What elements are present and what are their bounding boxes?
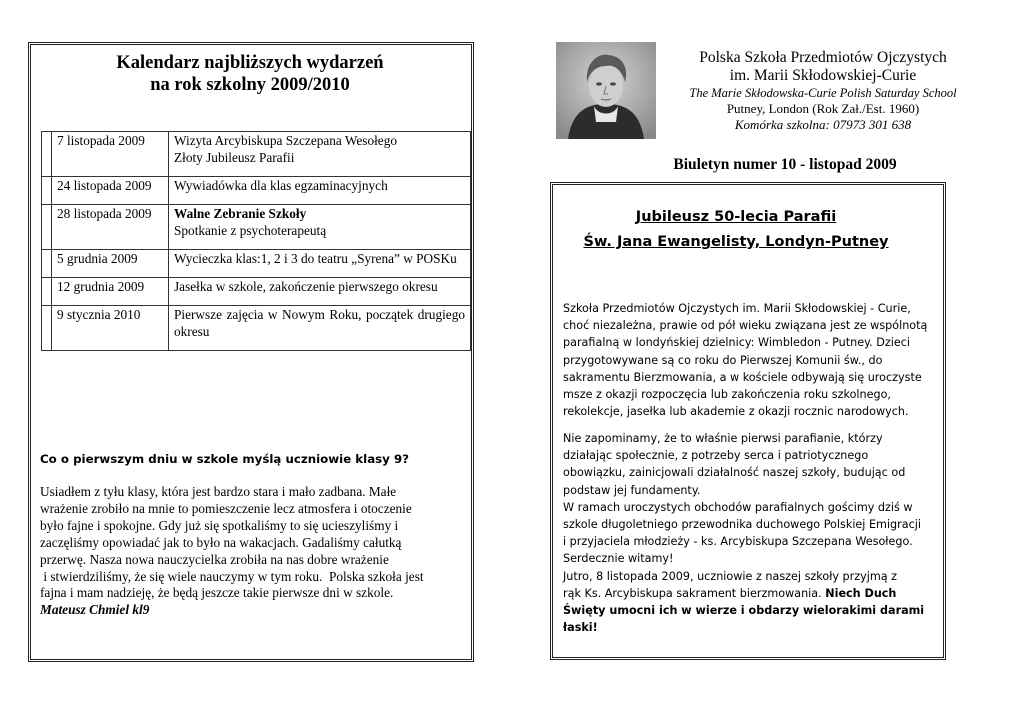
jubilee-paragraph-2-line: W ramach uroczystych obchodów parafialnych gościmy dziś w [563, 500, 913, 514]
calendar-event-text-line2: Złoty Jubileusz Parafii [174, 150, 295, 165]
calendar-row-margin [42, 306, 52, 351]
calendar-row-margin [42, 278, 52, 306]
question-text-line: fajna i mam nadzieję, że będą jeszcze takie pierwsze dni w szkole. [40, 585, 394, 601]
jubilee-paragraph-2-line: Jutro, 8 listopada 2009, uczniowie z naszej szkoły przyjmą z [563, 569, 898, 583]
calendar-row [42, 306, 471, 351]
question-author: Mateusz Chmiel kl9 [40, 602, 150, 618]
calendar-row [42, 132, 471, 177]
jubilee-paragraph-2-line: Nie zapominamy, że to właśnie pierwsi parafianie, którzy [563, 432, 883, 445]
jubilee-title-line2: Św. Jana Ewangelisty, Londyn-Putney [583, 234, 889, 250]
bulletin-number: Biuletyn numer 10 - listopad 2009 [673, 156, 897, 173]
calendar-date: 9 stycznia 2010 [52, 306, 169, 351]
jubilee-paragraph-1-line: msze z okazji rozpoczęcia lub zakończenia roku szkolnego, [563, 388, 891, 402]
calendar-event-text: Pierwsze zajęcia w Nowym Roku, początek drugiego okresu [174, 307, 465, 339]
question-text-line: przerwę. Nasza nowa nauczycielka zrobiła na nas dobre wrażenie [40, 551, 389, 567]
school-header [662, 49, 984, 133]
question-text [40, 484, 464, 619]
calendar-table [41, 131, 471, 351]
jubilee-closing-line: łaski! [563, 621, 598, 635]
jubilee-title-line1: Jubileusz 50-lecia Parafii [635, 209, 837, 225]
calendar-event [169, 306, 471, 351]
jubilee-paragraph-1-line: parafialną w londyńskiej dzielnicy: Wimbledon - Putney. Dzieci [563, 336, 910, 350]
calendar-title-line2: na rok szkolny 2009/2010 [150, 75, 350, 95]
jubilee-paragraph-1-line: sakramentu Bierzmowania, a w kościele odbywają się uroczyste [563, 370, 922, 384]
calendar-date: 5 grudnia 2009 [52, 250, 169, 278]
question-text-line: i stwierdziliśmy, że się wiele nauczymy w tym roku. Polska szkoła jest [40, 568, 424, 584]
calendar-event-bold: Walne Zebranie Szkoły [174, 206, 307, 221]
calendar-date: 12 grudnia 2009 [52, 278, 169, 306]
jubilee-paragraph-1-line: Szkoła Przedmiotów Ojczystych im. Marii Skłodowskiej - Curie, [563, 302, 911, 315]
calendar-row [42, 177, 471, 205]
jubilee-title [556, 205, 916, 255]
jubilee-paragraph-1 [563, 300, 937, 420]
school-name-english: The Marie Skłodowska-Curie Polish Saturday School [689, 86, 957, 100]
portrait-photo [556, 42, 656, 139]
calendar-row-margin [42, 205, 52, 250]
calendar-event-text: Jasełka w szkole, zakończenie pierwszego okresu [174, 279, 438, 294]
jubilee-closing-inline: Niech Duch [825, 586, 897, 600]
jubilee-paragraph-1-line: choć niezależna, prawie od pół wieku związana jest ze wspólnotą [563, 319, 928, 333]
jubilee-paragraph-2-line [563, 585, 937, 602]
calendar-date: 24 listopada 2009 [52, 177, 169, 205]
calendar-event [169, 177, 471, 205]
jubilee-paragraph-1-line: rekolekcje, jasełka lub akademie z okazji rocznic narodowych. [563, 405, 909, 419]
calendar-title-line1: Kalendarz najbliższych wydarzeń [116, 53, 384, 73]
calendar-event-text: Wywiadówka dla klas egzaminacyjnych [174, 178, 388, 193]
calendar-row-margin [42, 177, 52, 205]
jubilee-paragraph-2 [563, 430, 937, 636]
jubilee-paragraph-2-line: Serdecznie witamy! [563, 552, 674, 566]
school-phone: Komórka szkolna: 07973 301 638 [734, 117, 912, 132]
calendar-event [169, 250, 471, 278]
calendar-row [42, 250, 471, 278]
jubilee-paragraph-2-line: obowiązku, zainicjowali działalność naszej szkoły, budując od [563, 466, 906, 480]
question-text-line: Usiadłem z tyłu klasy, która jest bardzo stara i mało zadbana. Małe [40, 484, 397, 499]
calendar-date: 7 listopada 2009 [52, 132, 169, 177]
jubilee-paragraph-2-line: działając społecznie, z potrzeby serca i patriotycznego [563, 449, 869, 463]
school-patron: im. Marii Skłodowskiej-Curie [729, 67, 917, 84]
calendar-event-text: Wycieczka klas:1, 2 i 3 do teatru „Syrena” w POSKu [174, 251, 457, 266]
jubilee-paragraph-1-line: przygotowywane są co roku do Pierwszej Komunii św., do [563, 353, 883, 367]
school-name: Polska Szkoła Przedmiotów Ojczystych [699, 49, 947, 66]
calendar-event-text: Wizyta Arcybiskupa Szczepana Wesołego [174, 133, 398, 148]
calendar-event [169, 132, 471, 177]
calendar-title [60, 52, 440, 96]
jubilee-paragraph-2-line: podstaw jej fundamenty. [563, 483, 701, 497]
calendar-event [169, 278, 471, 306]
question-heading: Co o pierwszym dniu w szkole myślą uczniowie klasy 9? [40, 452, 410, 466]
calendar-row [42, 205, 471, 250]
jubilee-closing-line: Święty umocni ich w wierze i obdarzy wielorakimi darami [563, 604, 925, 618]
jubilee-paragraph-2-line: i przyjaciela młodzieży - ks. Arcybiskupa Szczepana Wesołego. [563, 535, 913, 549]
jubilee-paragraph-2-line-text: rąk Ks. Arcybiskupa sakrament bierzmowania. [563, 586, 822, 600]
question-text-line: zaczęliśmy opowiadać jak to było na wakacjach. Gadaliśmy całutką [40, 534, 402, 550]
calendar-event-text-line2: Spotkanie z psychoterapeutą [174, 223, 327, 238]
calendar-row-margin [42, 132, 52, 177]
calendar-event [169, 205, 471, 250]
calendar-row-margin [42, 250, 52, 278]
question-text-line: było fajne i spokojne. Gdy już się spotkaliśmy to się ucieszyliśmy i [40, 517, 399, 533]
school-address: Putney, London (Rok Zał./Est. 1960) [726, 101, 920, 116]
jubilee-paragraph-2-line: szkole długoletniego przewodnika duchowego Polskiej Emigracji [563, 518, 921, 532]
question-text-line: wrażenie zrobiło na mnie to pomieszczenie lecz atmosfera i otoczenie [40, 500, 412, 516]
calendar-date: 28 listopada 2009 [52, 205, 169, 250]
calendar-row [42, 278, 471, 306]
